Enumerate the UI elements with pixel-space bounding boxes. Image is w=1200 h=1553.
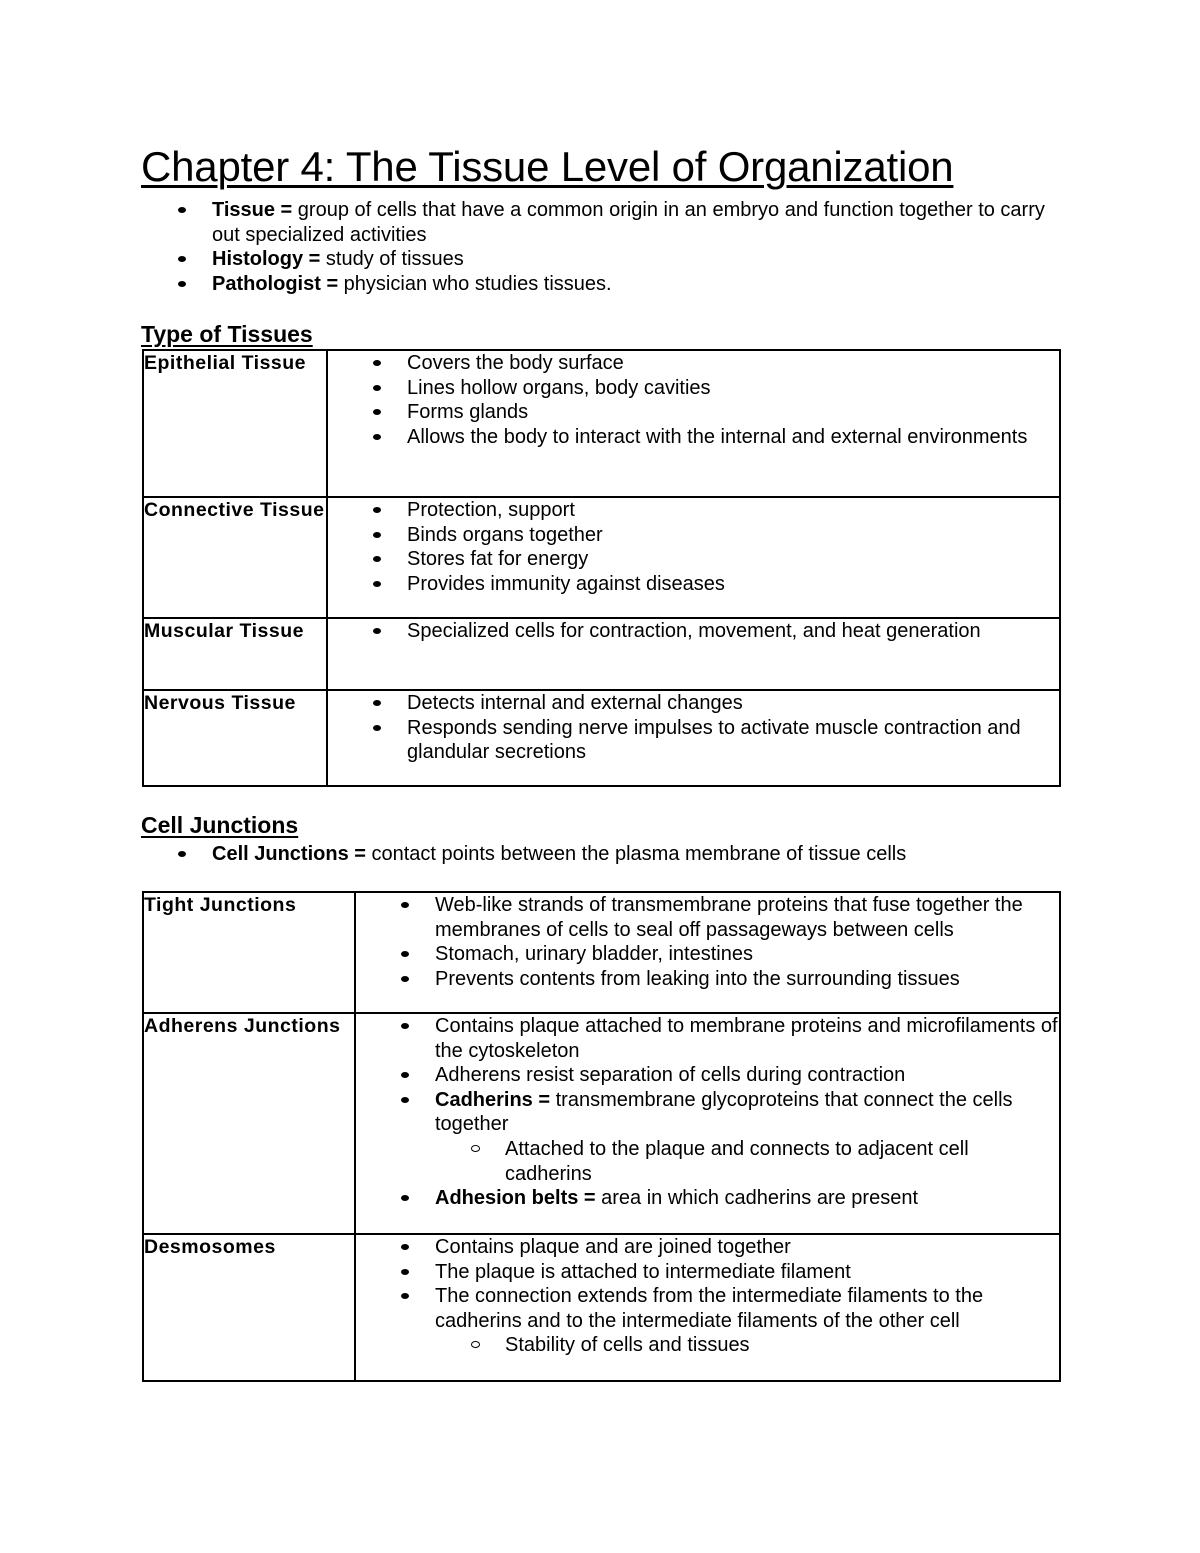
definition-text: contact points between the plasma membrane of tissue cells [365,843,907,865]
table-row [143,497,1060,618]
cell-junctions-table [142,891,1061,1382]
sub-bullet-list [435,1137,1059,1186]
junction-name: Desmosomes [143,1234,355,1381]
list-item: Protection, support [328,498,1059,523]
definition-term: Histology = [212,248,321,271]
table-row [143,1013,1060,1234]
list-item: Allows the body to interact with the internal and external environments [328,425,1059,450]
bullet-list [328,691,1059,765]
tissue-types-table [142,349,1061,787]
list-item [141,272,1071,297]
definition-term: Adhesion belts = [435,1187,596,1210]
list-item: The plaque is attached to intermediate filament [356,1260,1059,1285]
list-item: Stores fat for energy [328,547,1059,572]
list-item: Detects internal and external changes [328,691,1059,716]
junction-description [355,1013,1060,1234]
tissue-description [327,350,1060,497]
list-item [356,1088,1059,1186]
sub-list-item: Attached to the plaque and connects to adjacent cell cadherins [435,1137,1059,1186]
list-item [141,247,1071,272]
junction-name: Tight Junctions [143,892,355,1013]
junctions-definition [141,842,1071,867]
definition-term: Cell Junctions = [212,843,366,865]
list-item: Lines hollow organs, body cavities [328,376,1059,401]
sub-bullet-list [435,1333,1059,1358]
list-item: Adherens resist separation of cells during contraction [356,1063,1059,1088]
bullet-list [356,893,1059,991]
junction-description [355,892,1060,1013]
definition-term: Pathologist = [212,272,339,295]
intro-definitions [141,198,1071,296]
sub-list-item: Stability of cells and tissues [435,1333,1059,1358]
junction-name: Adherens Junctions [143,1013,355,1234]
table-row [143,350,1060,497]
list-item: Forms glands [328,400,1059,425]
list-item: Prevents contents from leaking into the surrounding tissues [356,967,1059,992]
definition-text: group of cells that have a common origin in an embryo and function together to carry out specialized activities [212,199,1045,246]
list-item: Responds sending nerve impulses to activate muscle contraction and glandular secretions [328,716,1059,765]
bullet-list [356,1014,1059,1211]
page-title: Chapter 4: The Tissue Level of Organization [141,143,954,190]
definition-term: Tissue = [212,199,293,221]
tissue-description [327,497,1060,618]
list-item-text: The connection extends from the intermediate filaments to the cadherins and to the intermediate filaments of the other cell [435,1285,984,1332]
tissue-name: Muscular Tissue [143,618,327,690]
list-item [356,1186,1059,1211]
table-row [143,618,1060,690]
junction-description [355,1234,1060,1381]
list-item: Provides immunity against diseases [328,572,1059,597]
definition-text: area in which cadherins are present [595,1187,918,1210]
list-item: Contains plaque attached to membrane proteins and microfilaments of the cytoskeleton [356,1014,1059,1063]
list-item: Stomach, urinary bladder, intestines [356,942,1059,967]
bullet-list [328,619,1059,644]
tissue-name: Nervous Tissue [143,690,327,786]
list-item: Specialized cells for contraction, movement, and heat generation [328,619,1059,644]
table-row [143,690,1060,786]
tissue-name: Connective Tissue [143,497,327,618]
table-row [143,1234,1060,1381]
list-item [356,1284,1059,1358]
table-row [143,892,1060,1013]
list-item: Covers the body surface [328,351,1059,376]
definition-text: transmembrane glycoproteins that connect the cells together [435,1088,1013,1136]
tissue-description [327,690,1060,786]
tissue-name: Epithelial Tissue [143,350,327,497]
bullet-list [356,1235,1059,1358]
list-item [141,198,1071,247]
list-item: Binds organs together [328,523,1059,548]
list-item [141,842,1071,867]
junctions-heading: Cell Junctions [141,812,299,838]
types-heading: Type of Tissues [141,321,313,347]
list-item: Contains plaque and are joined together [356,1235,1059,1260]
bullet-list [328,498,1059,596]
list-item: Web-like strands of transmembrane proteins that fuse together the membranes of cells to seal off passageways between cells [356,893,1059,942]
tissue-description [327,618,1060,690]
bullet-list [328,351,1059,449]
definition-text: physician who studies tissues. [338,272,612,295]
definition-term: Cadherins = [435,1088,551,1111]
definition-text: study of tissues [320,248,464,271]
